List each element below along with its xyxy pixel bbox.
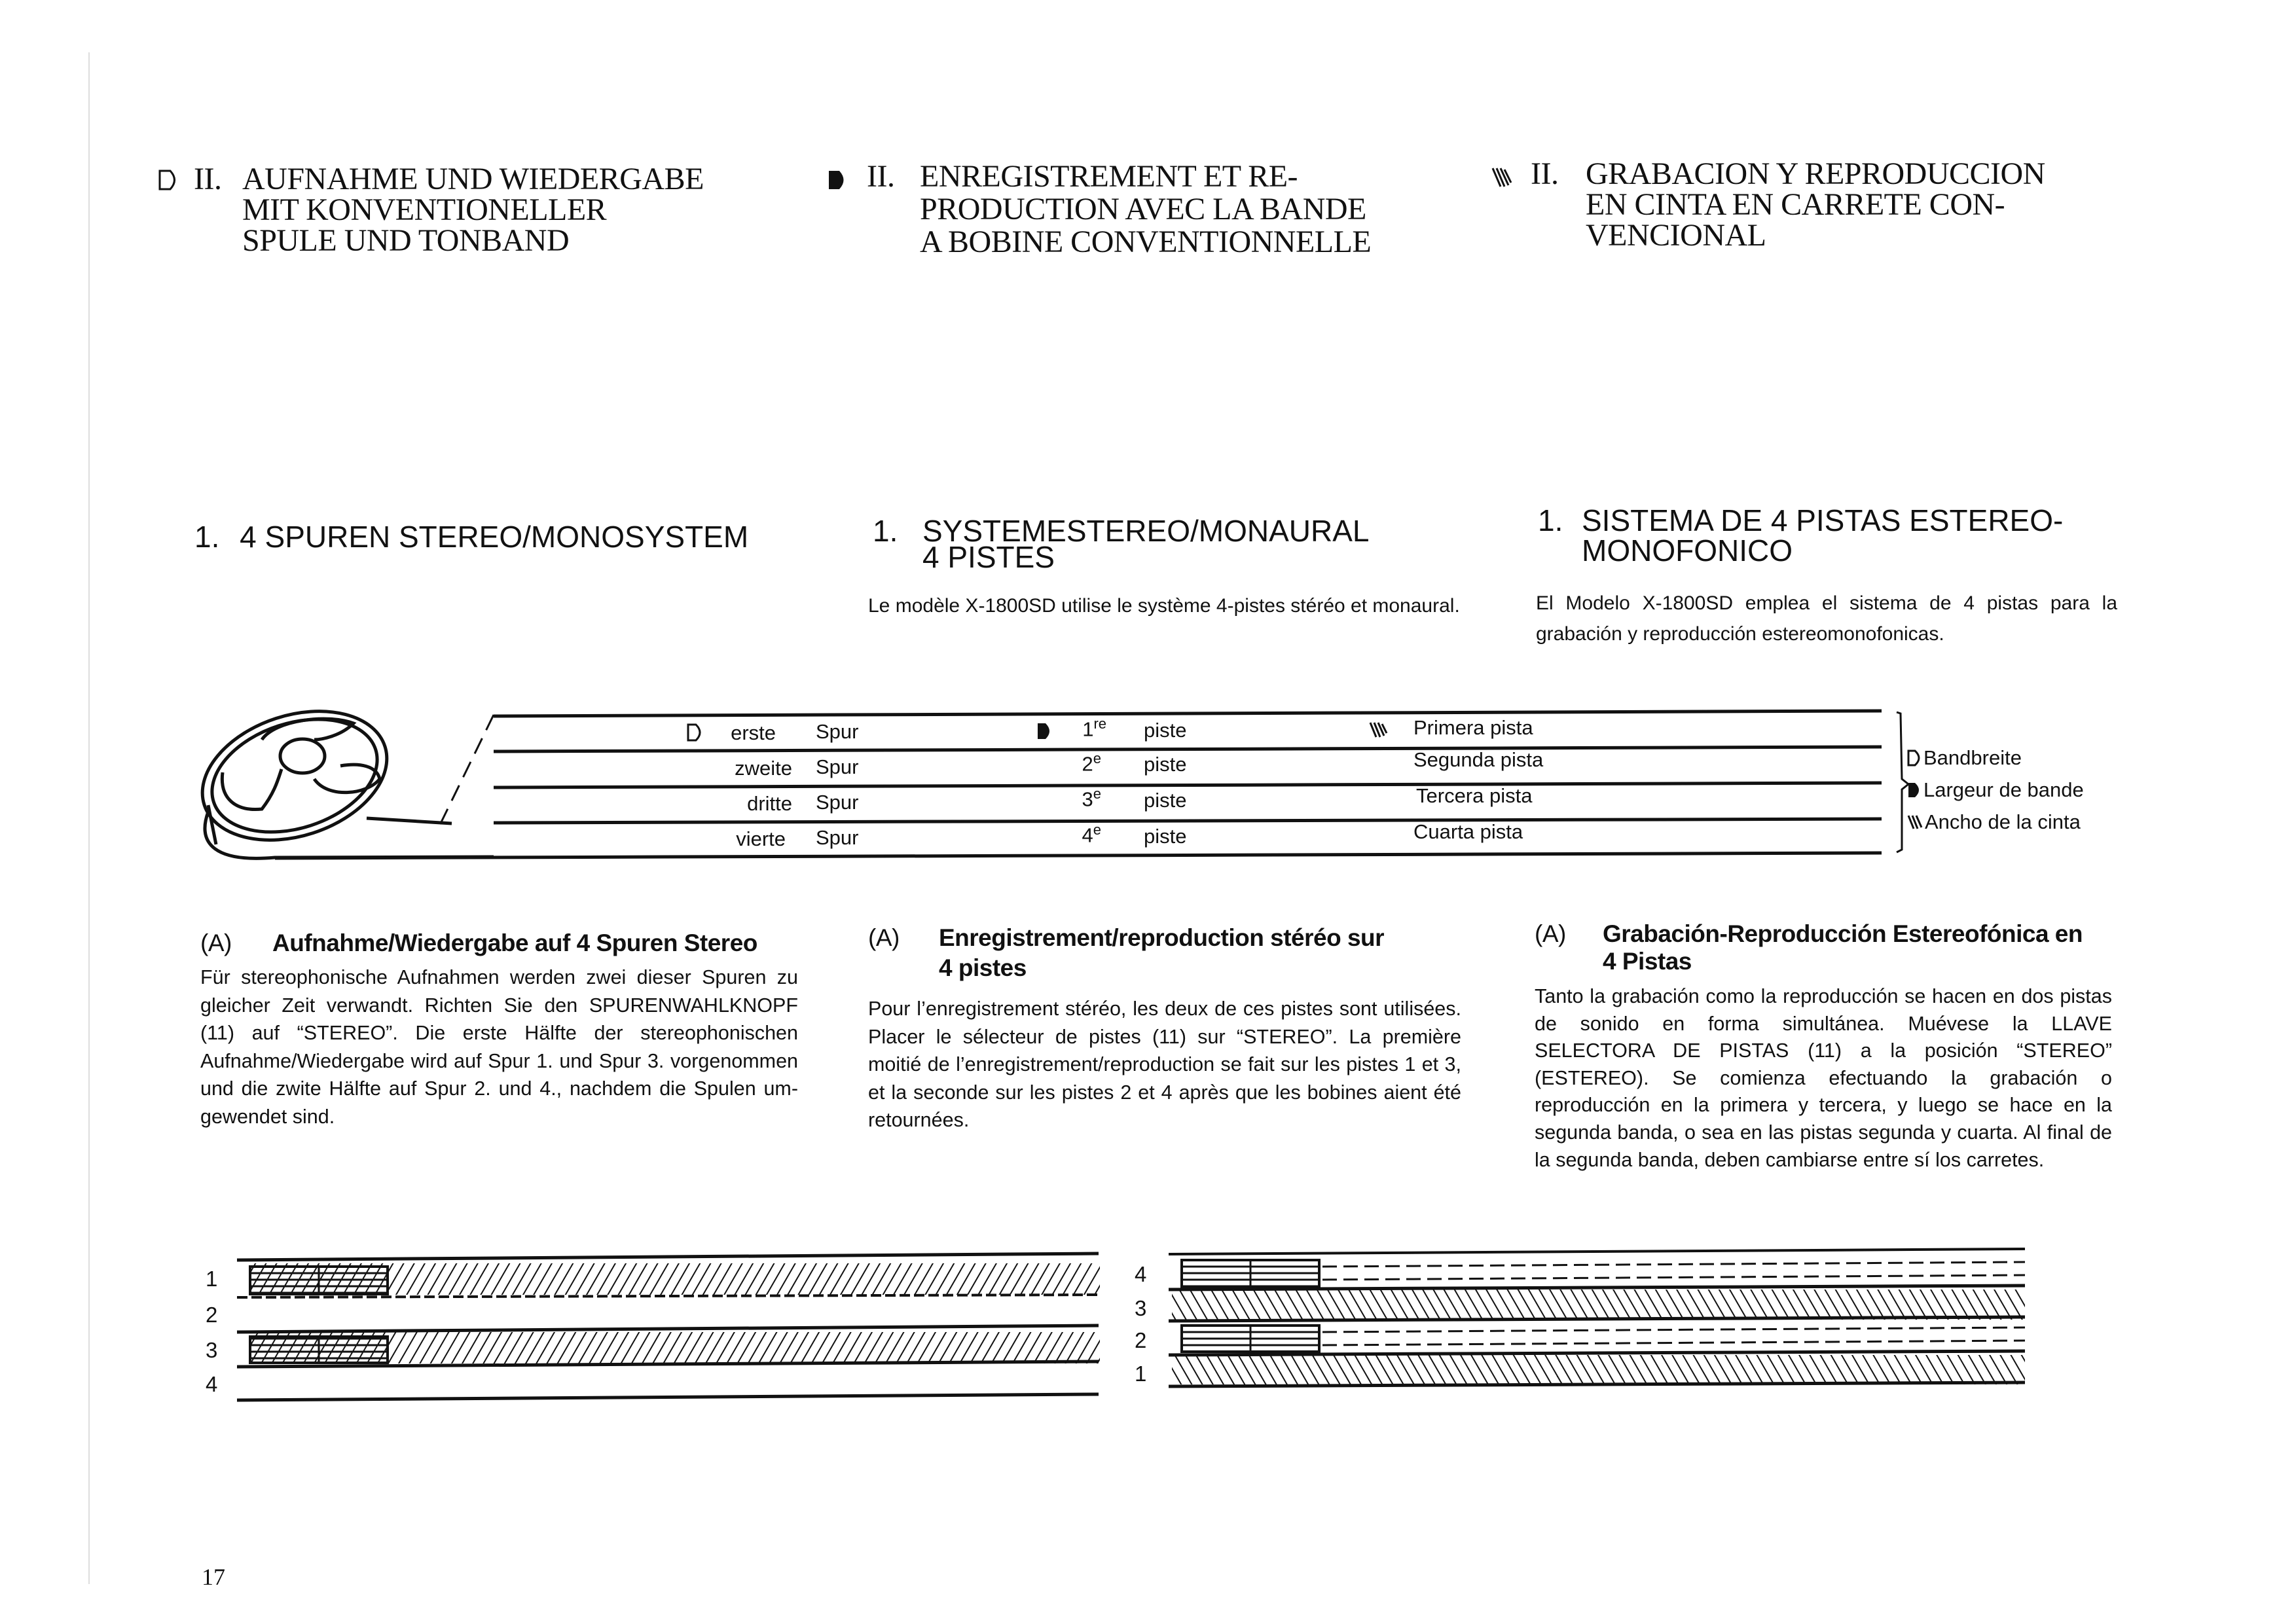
french-track-number bbox=[982, 821, 1101, 847]
track-label: 2 bbox=[1135, 1328, 1147, 1352]
subsection-title-line: Grabación-Reproducción Estereofónica en bbox=[1603, 920, 2083, 947]
heading-line: VENCIONAL bbox=[1586, 218, 1766, 253]
ordinal-suffix: e bbox=[1093, 750, 1101, 767]
track-diagram-left bbox=[237, 1254, 1100, 1400]
section-number: 1. bbox=[873, 514, 898, 548]
subsection-label: (A) bbox=[868, 924, 900, 951]
subsection-title-line: Aufnahme/Wiedergabe auf 4 Spuren Stereo bbox=[272, 929, 757, 956]
width-label-text: Ancho de la cinta bbox=[1925, 810, 2081, 833]
heading-line: SPULE UND TONBAND bbox=[242, 223, 570, 258]
tape-dashed-edge bbox=[439, 715, 494, 826]
french-track-word: piste bbox=[1144, 825, 1187, 848]
heading-line: GRABACION Y REPRODUCCION bbox=[1586, 156, 2045, 191]
section-intro-spanish: El Modelo X-1800SD emplea el sistema de 4 pistas para la grabación y reproducción estereomonofonicas. bbox=[1536, 592, 2117, 645]
heading-numeral: II. bbox=[194, 162, 222, 196]
subsection-french bbox=[868, 923, 1461, 1134]
track-number: 4 bbox=[1082, 823, 1093, 847]
subsection-title-line: 4 Pistas bbox=[1603, 948, 1692, 975]
heading-line: PRODUCTION AVEC LA BANDE bbox=[920, 192, 1366, 226]
hatched-marker-icon bbox=[1906, 813, 1925, 831]
section-number: 1. bbox=[1538, 503, 1563, 537]
heading-line: A BOBINE CONVENTIONNELLE bbox=[920, 225, 1372, 259]
tape-width-label-french bbox=[1906, 778, 2084, 802]
heading-line: MIT KONVENTIONELLER bbox=[242, 192, 607, 227]
filled-marker-icon bbox=[826, 166, 850, 197]
section-title-line: MONOFONICO bbox=[1582, 533, 1793, 568]
section-title-german bbox=[194, 522, 748, 552]
outline-marker-icon bbox=[157, 166, 181, 197]
spanish-track-label: Cuarta pista bbox=[1413, 820, 1523, 843]
track-diagram-right bbox=[1169, 1249, 2025, 1386]
spanish-track-label: Tercera pista bbox=[1416, 784, 1533, 807]
heading-numeral: II. bbox=[867, 159, 895, 194]
subsection-title-line: 4 pistes bbox=[939, 954, 1027, 981]
german-track-ordinal: zweite bbox=[735, 757, 792, 780]
subsection-title-line: Enregistrement/reproduction stéréo sur bbox=[939, 924, 1385, 951]
section-number: 1. bbox=[194, 520, 220, 554]
spanish-track-label: Primera pista bbox=[1413, 716, 1533, 739]
track-label: 3 bbox=[1135, 1296, 1147, 1320]
french-track-word: piste bbox=[1144, 753, 1187, 776]
section-title-line: 4 SPUREN STEREO/MONOSYSTEM bbox=[240, 520, 749, 554]
section-intro-french: Le modèle X-1800SD utilise le système 4-pistes stéréo et monaural. bbox=[868, 595, 1460, 617]
heading-line: ENREGISTREMENT ET RE- bbox=[920, 159, 1298, 194]
subsection-body: Pour l’enregistrement stéréo, les deux de ces pistes sont utilisées. Placer le sélecteur de pistes (11) sur “STEREO”. La première moitié de l’enregistrement/reproduction se fait sur les pistes 1 et 3, et la seconde sur les pistes 2 et 4 après que les bobines aient été retournées. bbox=[868, 998, 1461, 1131]
german-track-ordinal: dritte bbox=[747, 792, 792, 815]
subsection-title bbox=[200, 928, 798, 961]
german-track-word: Spur bbox=[816, 791, 859, 814]
ordinal-suffix: re bbox=[1093, 715, 1106, 732]
hatched-marker-icon bbox=[1368, 720, 1388, 743]
subsection-german bbox=[200, 928, 798, 1130]
german-track-ordinal: vierte bbox=[736, 827, 786, 850]
heading-numeral: II. bbox=[1531, 156, 1559, 191]
width-label-text: Bandbreite bbox=[1923, 746, 2022, 769]
french-track-number bbox=[982, 785, 1101, 811]
tape-reel-illustration bbox=[186, 689, 494, 863]
french-track-word: piste bbox=[1144, 789, 1187, 812]
subsection-title bbox=[1535, 919, 2112, 978]
subsection-spanish bbox=[1535, 919, 2112, 1174]
ordinal-suffix: e bbox=[1093, 821, 1101, 838]
track-number: 1 bbox=[1082, 717, 1094, 741]
spanish-track-label: Segunda pista bbox=[1413, 748, 1544, 771]
filled-marker-icon bbox=[1906, 781, 1923, 799]
heading-line: AUFNAHME UND WIEDERGABE bbox=[242, 162, 704, 196]
section-title-line: SISTEMA DE 4 PISTAS ESTEREO- bbox=[1582, 503, 2064, 537]
ordinal-suffix: e bbox=[1093, 785, 1101, 802]
german-track-word: Spur bbox=[816, 755, 859, 778]
german-track-word: Spur bbox=[816, 720, 859, 743]
track-label: 3 bbox=[206, 1338, 218, 1362]
outline-marker-icon bbox=[1906, 749, 1923, 767]
subsection-label: (A) bbox=[200, 929, 232, 956]
track-number: 2 bbox=[1082, 752, 1093, 776]
heading-line: EN CINTA EN CARRETE CON- bbox=[1586, 187, 2005, 222]
tape-width-label-spanish bbox=[1906, 810, 2081, 834]
french-track-word: piste bbox=[1144, 719, 1187, 742]
page-number: 17 bbox=[202, 1564, 225, 1590]
french-track-number bbox=[982, 750, 1101, 776]
subsection-body: Für stereophonische Aufnahmen werden zwei dieser Spuren zu gleicher Zeit verwandt. Richten Sie den SPURENWAHLKNOPF (11) auf “STEREO”. Die erste Hälfte der stereophonischen Aufnahme/Wiedergabe wird auf Spur 1. und Spur 3. vorgenommen und die zwite Hälfte auf Spur 2. und 4., nachdem die Spulen um-gewendet sind. bbox=[200, 966, 798, 1128]
german-track-ordinal: erste bbox=[731, 721, 776, 744]
track-label: 2 bbox=[206, 1303, 218, 1327]
subsection-label: (A) bbox=[1535, 920, 1566, 947]
tape-width-label-german bbox=[1906, 746, 2022, 770]
hatched-marker-icon bbox=[1490, 164, 1514, 194]
track-number: 3 bbox=[1082, 787, 1093, 811]
french-track-number bbox=[982, 715, 1106, 741]
section-title-line: SYSTEMESTEREO/MONAURAL bbox=[922, 514, 1370, 548]
track-label: 4 bbox=[206, 1372, 218, 1396]
track-label: 1 bbox=[1135, 1362, 1147, 1386]
subsection-title bbox=[868, 923, 1461, 988]
width-label-text: Largeur de bande bbox=[1923, 778, 2084, 801]
track-label: 1 bbox=[206, 1267, 218, 1291]
track-label: 4 bbox=[1135, 1262, 1147, 1286]
subsection-body: Tanto la grabación como la reproducción se hacen en dos pistas de sonido en forma simultánea. Muévese la LLAVE SELECTORA DE PISTAS (11) a la posición “STEREO” (ESTEREO). Se comienza efectuando la grabación o reproducción en la primera y tercera, y luego se hace en la segunda banda, o sea en las pistas segunda y cuarta. Al final de la segunda banda, deben cambiarse entre sí los carretes. bbox=[1535, 985, 2112, 1171]
german-track-word: Spur bbox=[816, 826, 859, 849]
section-title-line: 4 PISTES bbox=[922, 540, 1055, 574]
